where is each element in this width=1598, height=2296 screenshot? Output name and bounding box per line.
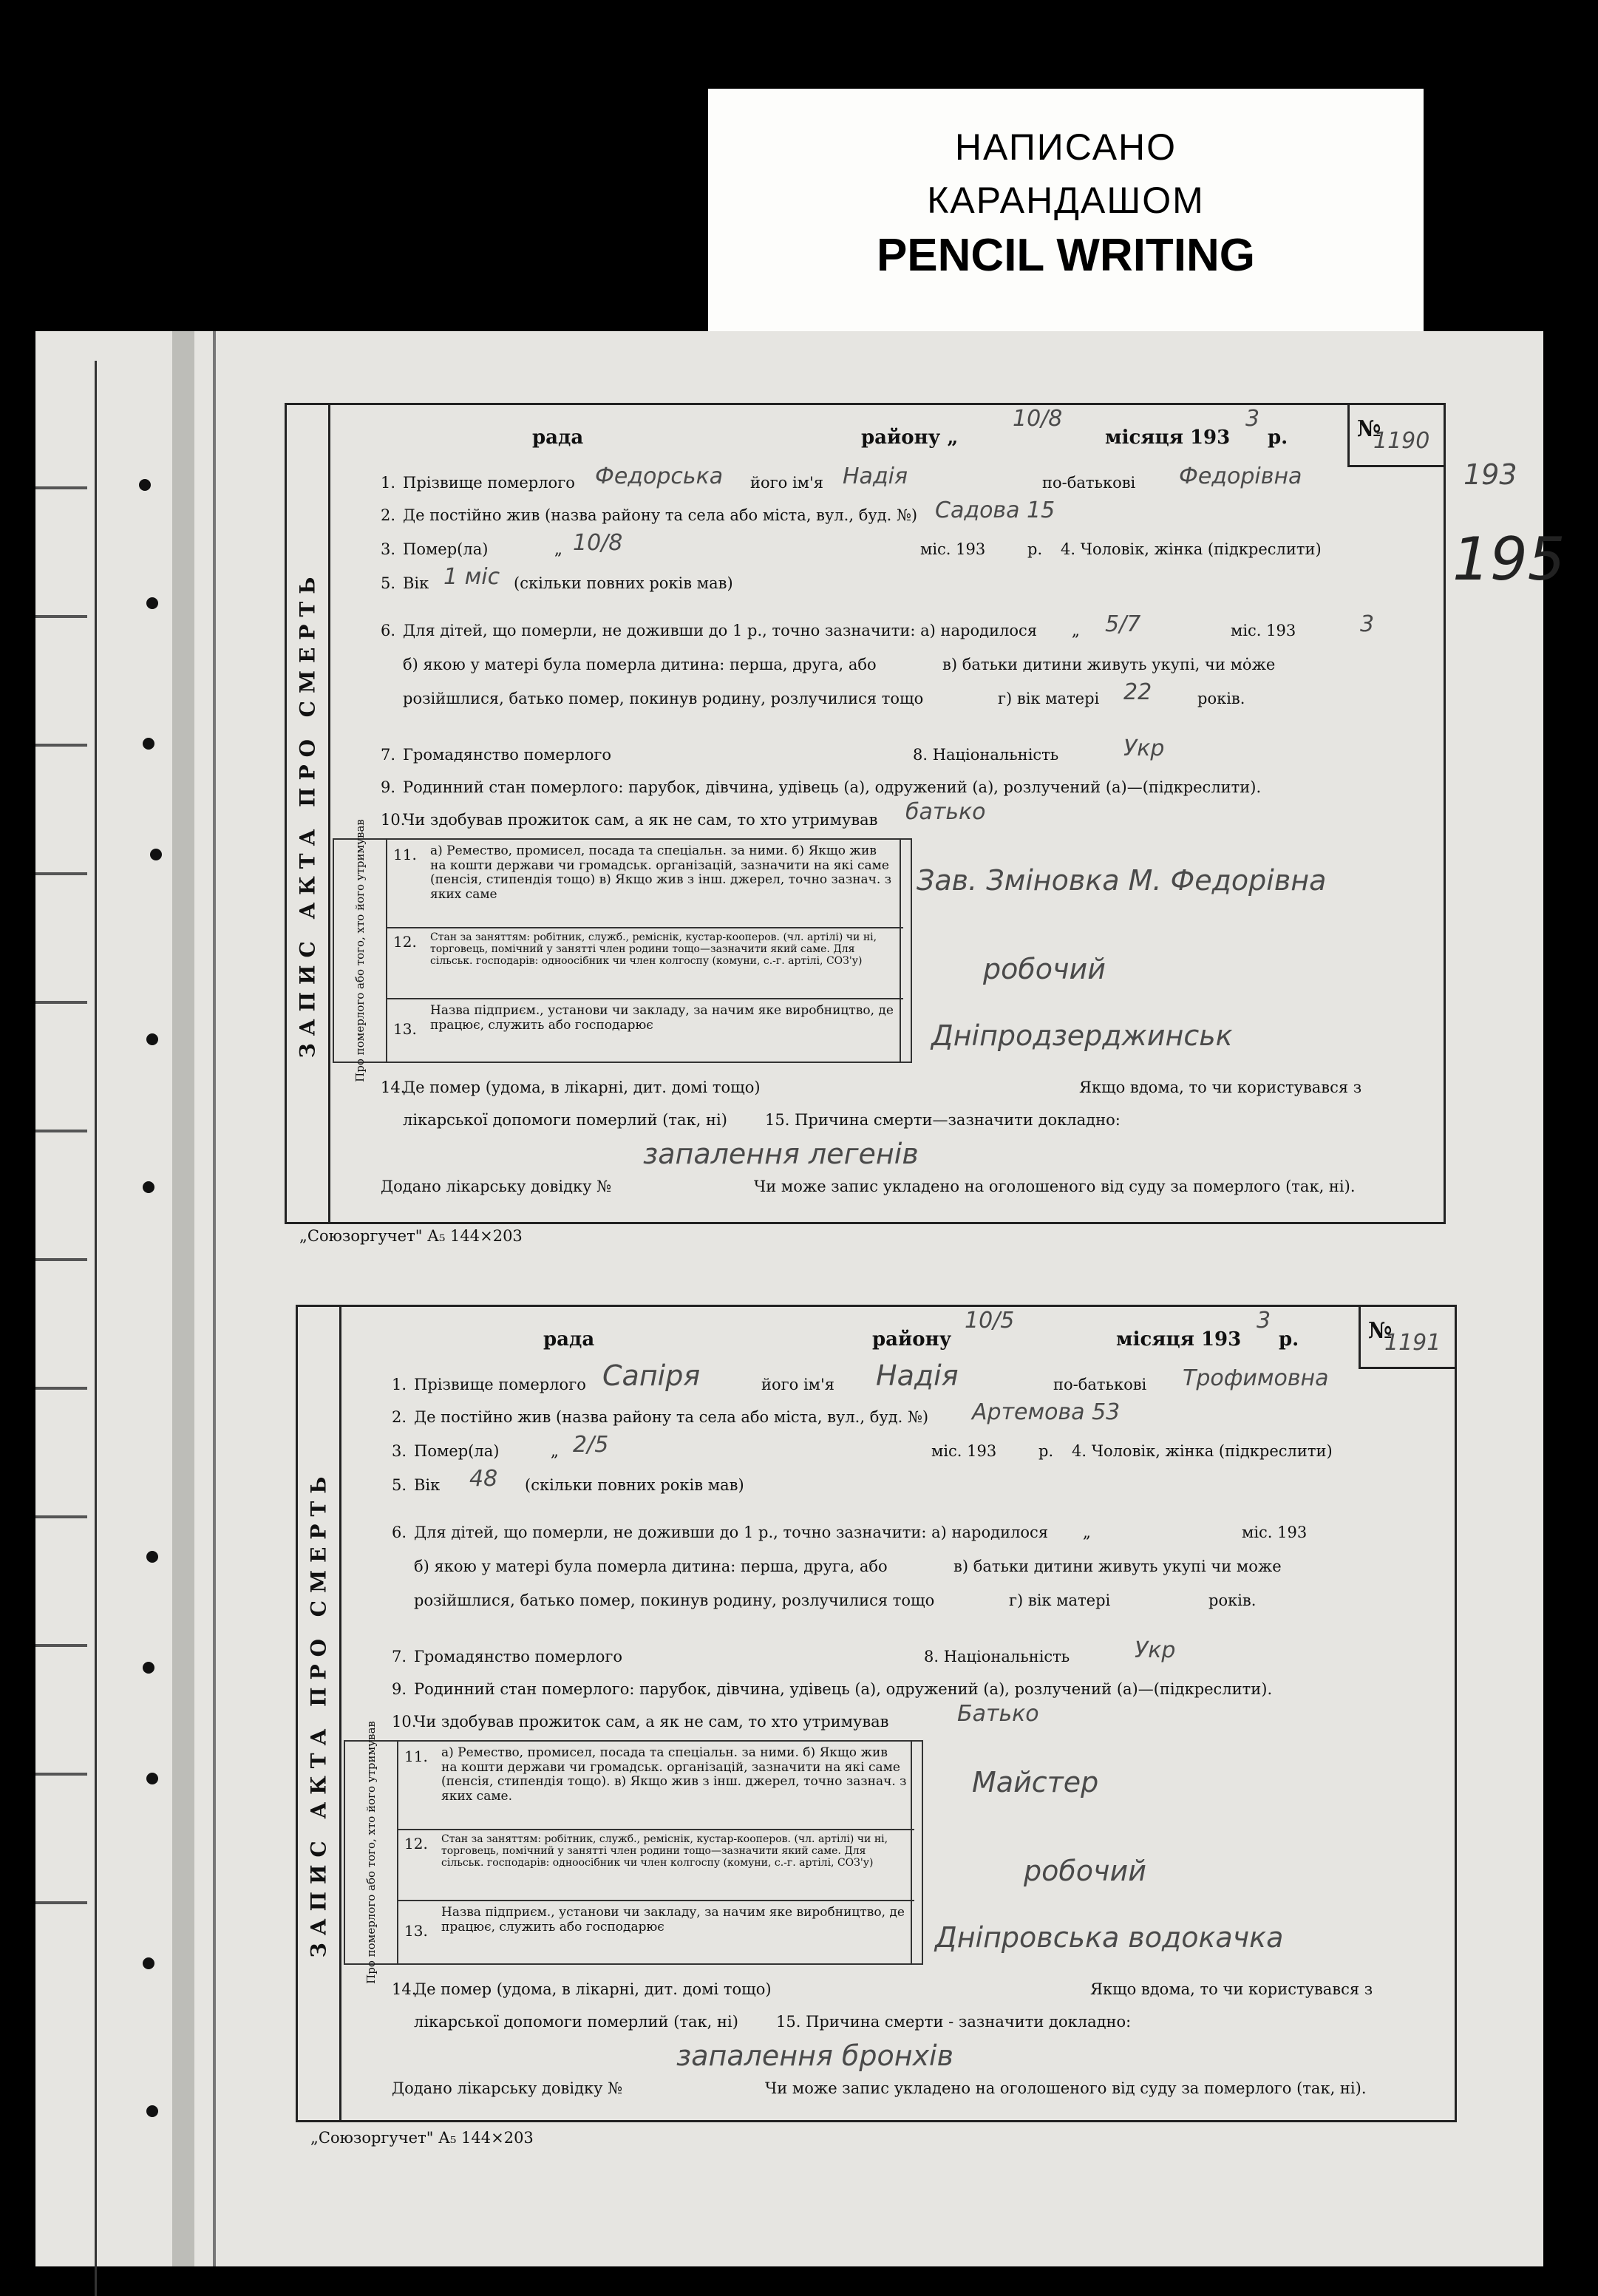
printer-mark-2: „Союзоргучет" А₅ 144×203: [310, 2129, 534, 2147]
hw-cause-of-death: запалення бронхів: [676, 2039, 954, 2072]
hw-patronymic: Федорівна: [1179, 463, 1302, 489]
hw-supporter: батько: [905, 799, 986, 825]
hw-nationality: Укр: [1135, 1637, 1176, 1663]
left-margin-strip: [35, 361, 97, 2296]
side-title: ЗАПИС АКТА ПРО СМЕРТЬ: [287, 405, 330, 1222]
hw-born: 5/7: [1105, 611, 1141, 637]
label-line-2: КАРАНДАШОМ: [927, 180, 1205, 221]
printer-mark-1: „Союзоргучет" А₅ 144×203: [299, 1227, 523, 1245]
hw-age: 48: [469, 1466, 498, 1492]
hw-surname: Сапіря: [602, 1359, 701, 1392]
record-number-box: №: [1359, 1307, 1455, 1369]
side-title: ЗАПИС АКТА ПРО СМЕРТЬ: [298, 1307, 341, 2120]
death-record-form-2: ЗАПИС АКТА ПРО СМЕРТЬ № 1191 рада району місяця 193 р. 10/5 3 1. Прізвище померлого його ім'я по-батькові Сапіря Надія Трофимовна 2. Де постійно жив (назва району та села або міста, вул., буд. №) Артемова 53 3. Помер(ла) „ міс. 193 р. 4. Чоловік, жінка (підкреслити) 2/5 5. Вік (скільки повних років мав) 48 6. Для дітей, що померли, не доживши до 1 р., точно зазначити: а) народилося „ міс. 193 б) якою у матері була померла дитина: перша, друга, або в) батьки дитини живуть укупі чи може розійшлися, батько помер, покинув родину, розлучилися тощо г) вік матері років. 7. Громадянство померлого 8. Національність Укр 9. Родинний стан померлого: парубок, дівчина, удівець (а), одружений (а), розлучений (а)—(підкреслити). 10. Чи здобував прожиток сам, а як не сам, то хто утримував Батько Про померлого або того, хто його утримував 11. а) Ремество, промисел, посада та спеціальн. за ними. б) Якщо жив на кошти держави чи громадськ. організацій, зазначити на які саме (пенсія, стипендія тощо). в) Якщо жив з інш. джерел, точно зазнач. з яких саме. 12. Стан за заняттям: робітник, служб., реміснік, кустар-кооперов. (чл. артілі) чи ні, торговець, помічний у занятті член родини тощо—зазначити який саме. Для сільськ. господарів: одноосібник чи член колгоспу (комуни, с.-г. артілі, СОЗ'у) 13. Назва підприєм., установи чи закладу, за начим яке виробництво, де працює, служить або господарює Майстер робочий Дніпровська водокачка 14. Де помер (удома, в лікарні, дит. домі тощо) Якщо вдома, то чи користувався з лікарської допомоги померлий (так, ні) 15. Причина смерти - зазначити докладно: запалення бронхів Додано лікарську довідку № Чи може запис укладено на оголошеного від суду за померлого (так, ні).: [296, 1305, 1457, 2122]
punch-hole: [146, 1773, 158, 1784]
label-line-1: НАПИСАНО: [954, 126, 1177, 168]
hw-workplace: Дніпровська водокачка: [935, 1921, 1284, 1954]
hw-surname: Федорська: [595, 463, 724, 489]
record-number-box: №: [1347, 405, 1444, 467]
hw-address: Артемова 53: [972, 1399, 1121, 1425]
pencil-writing-label: [708, 89, 1424, 340]
punch-hole: [143, 738, 154, 750]
punch-hole: [139, 479, 151, 491]
death-record-form-1: ЗАПИС АКТА ПРО СМЕРТЬ № 1190 рада району „ місяця 193 р. 10/8 3 1. Прізвище померлого його ім'я по-батькові Федорська Надія Федорівна 2. Де постійно жив (назва району та села або міста, вул., буд. №) Садова 15 3. Помер(ла) „ міс. 193 р. 4. Чоловік, жінка (підкреслити) 10/8 5. Вік (скільки повних років мав) 1 міс 6. Для дітей, що померли, не доживши до 1 р., точно зазначити: а) народилося „ міс. 193 5/7 3 б) якою у матері була померла дитина: перша, друга, або в) батьки дитини живуть укупі, чи мо̇же розійшлися, батько помер, покинув родину, розлучилися тощо г) вік матері років. 22 7. Громадянство померлого 8. Національність Укр 9. Родинний стан померлого: парубок, дівчина, удівець (а), одружений (а), розлучений (а)—(підкреслити). 10. Чи здобував прожиток сам, а як не сам, то хто утримував батько Про померлого або того, хто його утримував 11. а) Ремество, промисел, посада та спеціальн. за ними. б) Якщо жив на кошти держави чи громадськ. організацій, зазначити на які саме (пенсія, стипендія тощо) в) Якщо жив з інш. джерел, точно зазнач. з яких саме 12. Стан за заняттям: робітник, служб., реміснік, кустар-кооперов. (чл. артілі) чи ні, торговець, помічний у занятті член родини тощо—зазначити який саме. Для сільськ. господарів: одноосібник чи член колгоспу (комуни, с.-г. артілі, СОЗ'у) 13. Назва підприєм., установи чи закладу, за начим яке виробництво, де працює, служить або господарює Зав. Зміновка М. Федорівна робочий Дніпродзерджинськ 14. Де помер (удома, в лікарні, дит. домі тощо) Якщо вдома, то чи користувався з лікарської допомоги померлий (так, ні) 15. Причина смерти—зазначити докладно: запалення легенів Додано лікарську довідку № Чи може запис укладено на оголошеного від суду за померлого (так, ні).: [285, 403, 1446, 1224]
hw-date-month: 3: [1245, 406, 1260, 432]
hw-mother-age: 22: [1123, 679, 1152, 705]
hw-supporter: Батько: [957, 1701, 1039, 1727]
label-line-3: PENCIL WRITING: [876, 230, 1256, 281]
hw-name: Надія: [843, 463, 908, 489]
binding-spine: [172, 331, 194, 2266]
hw-name: Надія: [876, 1359, 959, 1392]
occupation-box: Про померлого або того, хто його утримував 11. а) Ремество, промисел, посада та спеціальн. за ними. б) Якщо жив на кошти держави чи громадськ. організацій, зазначити на які саме (пенсія, стипендія тощо). в) Якщо жив з інш. джерел, точно зазнач. з яких саме. 12. Стан за заняттям: робітник, служб., реміснік, кустар-кооперов. (чл. артілі) чи ні, торговець, помічний у занятті член родини тощо—зазначити який саме. Для сільськ. господарів: одноосібник чи член колгоспу (комуни, с.-г. артілі, СОЗ'у) 13. Назва підприєм., установи чи закладу, за начим яке виробництво, де працює, служить або господарює: [344, 1740, 923, 1965]
hw-born-year: 3: [1360, 611, 1375, 637]
hw-date-day: 10/5: [965, 1308, 1015, 1334]
punch-hole: [143, 1181, 154, 1193]
handwritten-corner-top: 193: [1463, 458, 1517, 491]
hw-patronymic: Трофимовна: [1183, 1365, 1329, 1391]
punch-hole: [146, 1033, 158, 1045]
hw-nationality: Укр: [1123, 736, 1165, 761]
handwritten-corner-number: 195: [1452, 525, 1565, 594]
hw-cause-of-death: запалення легенів: [643, 1138, 919, 1170]
punch-hole: [146, 2105, 158, 2117]
hw-age: 1 міс: [443, 564, 500, 590]
punch-hole: [146, 1551, 158, 1563]
record-number-value: 1190: [1373, 428, 1430, 454]
hw-date-month: 3: [1257, 1308, 1271, 1334]
hw-status: робочий: [1024, 1855, 1146, 1887]
punch-hole: [143, 1957, 154, 1969]
occupation-box: Про померлого або того, хто його утримував 11. а) Ремество, промисел, посада та спеціальн. за ними. б) Якщо жив на кошти держави чи громадськ. організацій, зазначити на які саме (пенсія, стипендія тощо) в) Якщо жив з інш. джерел, точно зазнач. з яких саме 12. Стан за заняттям: робітник, служб., реміснік, кустар-кооперов. (чл. артілі) чи ні, торговець, помічний у занятті член родини тощо—зазначити який саме. Для сільськ. господарів: одноосібник чи член колгоспу (комуни, с.-г. артілі, СОЗ'у) 13. Назва підприєм., установи чи закладу, за начим яке виробництво, де працює, служить або господарює: [333, 838, 912, 1063]
punch-hole: [150, 849, 162, 860]
hw-workplace: Дніпродзерджинськ: [931, 1019, 1233, 1052]
hw-status: робочий: [983, 953, 1106, 985]
hw-death-date: 2/5: [573, 1432, 609, 1458]
record-number-value: 1191: [1384, 1330, 1441, 1356]
hw-occupation: Майстер: [972, 1766, 1099, 1799]
hw-address: Садова 15: [935, 497, 1055, 523]
punch-hole: [143, 1662, 154, 1674]
hw-death-date: 10/8: [573, 530, 623, 556]
hw-occupation: Зав. Зміновка М. Федорівна: [917, 864, 1327, 897]
hw-date-day: 10/8: [1013, 406, 1063, 432]
punch-hole: [146, 597, 158, 609]
